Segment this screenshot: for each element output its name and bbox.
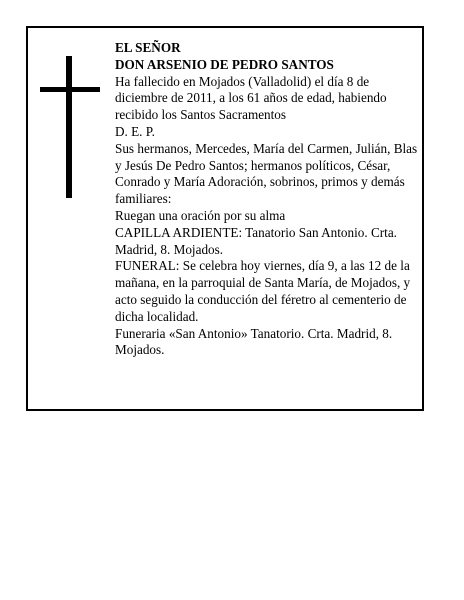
- death-statement: Ha fallecido en Mojados (Valladolid) el día 8 de diciembre de 2011, a los 61 años de edad, habiendo recibido los Santos Sacramentos: [115, 73, 387, 123]
- obituary-notice: [26, 26, 424, 411]
- chapel-info: CAPILLA ARDIENTE: Tanatorio San Antonio. Crta. Madrid, 8. Mojados.: [115, 224, 397, 257]
- funeral-home-info: Funeraria «San Antonio» Tanatorio. Crta. Madrid, 8. Mojados.: [115, 325, 393, 358]
- notice-title: EL SEÑOR: [115, 40, 181, 55]
- obituary-text: [115, 40, 421, 359]
- funeral-info: FUNERAL: Se celebra hoy viernes, día 9, a las 12 de la mañana, en la parroquial de Santa María, de Mojados, y acto seguido la conducción del féretro al cementerio de dicha localidad.: [115, 258, 411, 324]
- cross-icon: [40, 56, 100, 198]
- cross-horizontal-bar: [40, 87, 100, 92]
- cross-vertical-bar: [66, 56, 72, 198]
- dep-line: D. E. P.: [115, 123, 155, 139]
- deceased-name: DON ARSENIO DE PEDRO SANTOS: [115, 56, 334, 72]
- prayer-request: Ruegan una oración por su alma: [115, 207, 286, 223]
- family-list: Sus hermanos, Mercedes, María del Carmen, Julián, Blas y Jesús De Pedro Santos; hermanos políticos, César, Conrado y María Adoración, sobrinos, primos y demás familiares:: [115, 140, 418, 207]
